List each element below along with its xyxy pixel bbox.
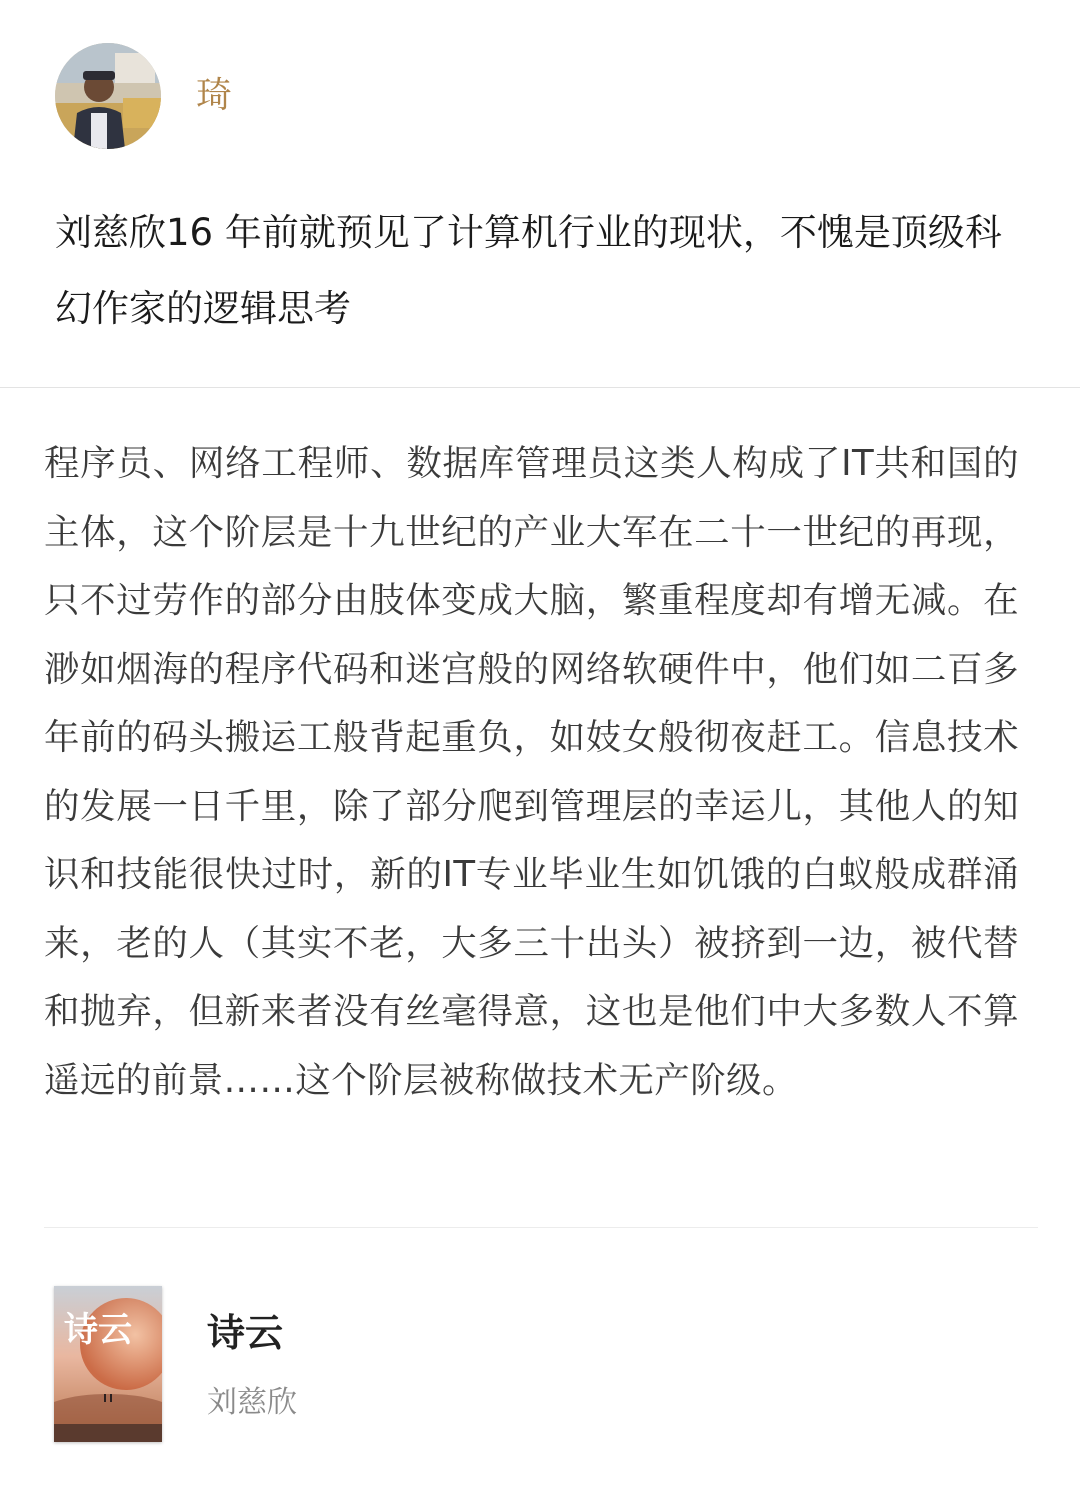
post-header (0, 0, 1080, 387)
author-avatar[interactable] (55, 43, 161, 149)
cover-calligraphy-top: 诗云 (64, 1310, 132, 1350)
book-author: 刘慈欣 (207, 1385, 297, 1420)
quote-body: 程序员、网络工程师、数据库管理员这类人构成了IT共和国的主体，这个阶层是十九世纪的产业大军在二十一世纪的再现，只不过劳作的部分由肢体变成大脑，繁重程度却有增无减。在渺如烟海的程序代码和迷宫般的网络软硬件中，他们如二百多年前的码头搬运工般背起重负，如妓女般彻夜赶工。信息技术的发展一日千里，除了部分爬到管理层的幸运儿，其他人的知识和技能很快过时，新的IT专业毕业生如饥饿的白蚁般成群涌来，老的人（其实不老，大多三十出头）被挤到一边，被代替和抛弃，但新来者没有丝毫得意，这也是他们中大多数人不算遥远的前景……这个阶层被称做技术无产阶级。 (44, 443, 1019, 1101)
book-title[interactable]: 诗云 (207, 1310, 284, 1355)
book-cover[interactable] (54, 1286, 162, 1442)
book-card[interactable] (0, 1228, 1080, 1497)
author-name[interactable]: 琦 (196, 75, 233, 116)
book-cover-image-icon (54, 1286, 162, 1442)
avatar-image-icon (55, 43, 161, 149)
header-divider (0, 387, 1080, 388)
post-title: 刘慈欣16 年前就预见了计算机行业的现状，不愧是顶级科幻作家的逻辑思考 (55, 211, 1002, 330)
